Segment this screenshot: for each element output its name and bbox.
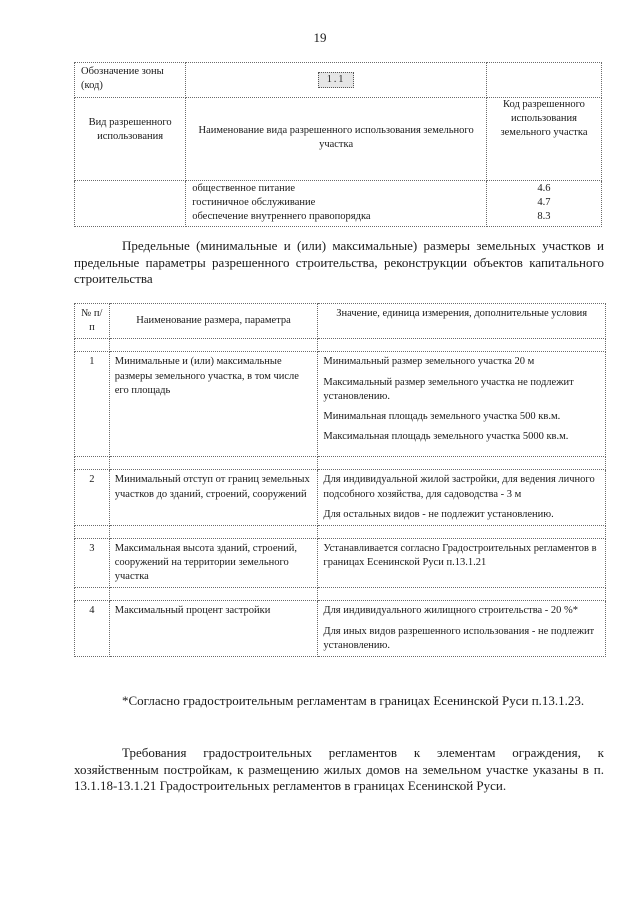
- spacer-row: [75, 457, 606, 470]
- code-header-cell: [486, 98, 601, 181]
- row-number: 2: [75, 470, 110, 526]
- parameter-name: Максимальная высота зданий, строений, сооружений на территории земельного участка: [109, 538, 318, 588]
- empty-cell: [486, 63, 601, 98]
- use-name: обеспечение внутреннего правопорядка: [192, 211, 371, 223]
- parameter-value: [318, 470, 606, 526]
- spacer-row: [75, 588, 606, 601]
- use-code: 4.7: [537, 197, 551, 209]
- value-line: Для индивидуальной жилой застройки, для ведения личного подсобного хозяйства, для садоводства - 3 м: [323, 474, 595, 500]
- zone-code: 1.1: [318, 72, 355, 88]
- parameter-name: Минимальные и (или) максимальные размеры земельного участка, в том числе его площадь: [109, 352, 318, 457]
- spacer-row: [75, 525, 606, 538]
- table-row: [75, 352, 606, 457]
- value-line: Максимальная площадь земельного участка 5000 кв.м.: [323, 431, 569, 443]
- value-line: Для индивидуального жилищного строительства - 20 %*: [323, 605, 579, 617]
- zone-label: Обозначение зоны (код): [81, 66, 164, 92]
- spacer-row: [75, 339, 606, 352]
- use-code: 8.3: [537, 211, 551, 223]
- parameter-name: Максимальный процент застройки: [109, 601, 318, 657]
- use-label-cell: [75, 98, 186, 181]
- value-line: Для остальных видов - не подлежит установлению.: [323, 508, 554, 520]
- parameter-value: [318, 538, 606, 588]
- empty-cell: [75, 181, 186, 227]
- table-row: [75, 601, 606, 657]
- table-row: [75, 470, 606, 526]
- use-label: Вид разрешенного использования: [88, 117, 172, 143]
- use-name: гостиничное обслуживание: [192, 197, 316, 209]
- parameters-table: [74, 303, 606, 657]
- table-header-row: [75, 304, 606, 339]
- parameter-value: [318, 352, 606, 457]
- table-header-row: [75, 98, 602, 181]
- value-line: Для иных видов разрешенного использования - не подлежит установлению.: [323, 625, 595, 651]
- value-line: Максимальный размер земельного участка не подлежит установлению.: [323, 376, 574, 402]
- value-line: Устанавливается согласно Градостроительных регламентов в границах Есенинской Руси п.13.1.21: [323, 542, 597, 569]
- name-header-cell: [186, 98, 487, 181]
- value-line: Минимальный размер земельного участка 20 м: [323, 356, 535, 368]
- value-header: Значение, единица измерения, дополнительные условия: [318, 304, 606, 339]
- zone-code-cell: [186, 63, 487, 98]
- row-number: 1: [75, 352, 110, 457]
- page-number: 19: [313, 30, 327, 45]
- row-number: 3: [75, 538, 110, 588]
- requirements-paragraph: Требования градостроительных регламентов к элементам ограждения, к хозяйственным постройкам, к размещению жилых домов на земельном участке указаны в п. 13.1.18-13.1.21 Градостроительных регламентов в границах Есенинской Руси.: [74, 745, 604, 793]
- parameter-value: [318, 601, 606, 657]
- section-heading: Предельные (минимальные и (или) максимальные) размеры земельных участков и предельные параметры разрешенного строительства, реконструкции объектов капитального строительства: [74, 238, 604, 286]
- footnote: *Согласно градостроительным регламентам в границах Есенинской Руси п.13.1.23.: [122, 693, 585, 708]
- use-names-cell: [186, 181, 487, 227]
- zone-label-cell: [75, 63, 186, 98]
- permitted-uses-table: [74, 62, 602, 227]
- parameter-name: Минимальный отступ от границ земельных участков до зданий, строений, сооружений: [109, 470, 318, 526]
- name-header: Наименование вида разрешенного использования земельного участка: [198, 125, 474, 151]
- table-row: [75, 63, 602, 98]
- use-codes-cell: [486, 181, 601, 227]
- table-row: [75, 538, 606, 588]
- use-name: общественное питание: [192, 183, 296, 194]
- row-number: 4: [75, 601, 110, 657]
- use-code: 4.6: [537, 183, 551, 194]
- value-line: Минимальная площадь земельного участка 500 кв.м.: [323, 410, 561, 422]
- table-row: [75, 181, 602, 227]
- name-header: Наименование размера, параметра: [109, 304, 318, 339]
- code-header: Код разрешенного использования земельного участка: [500, 99, 588, 139]
- num-header: № п/п: [75, 304, 110, 339]
